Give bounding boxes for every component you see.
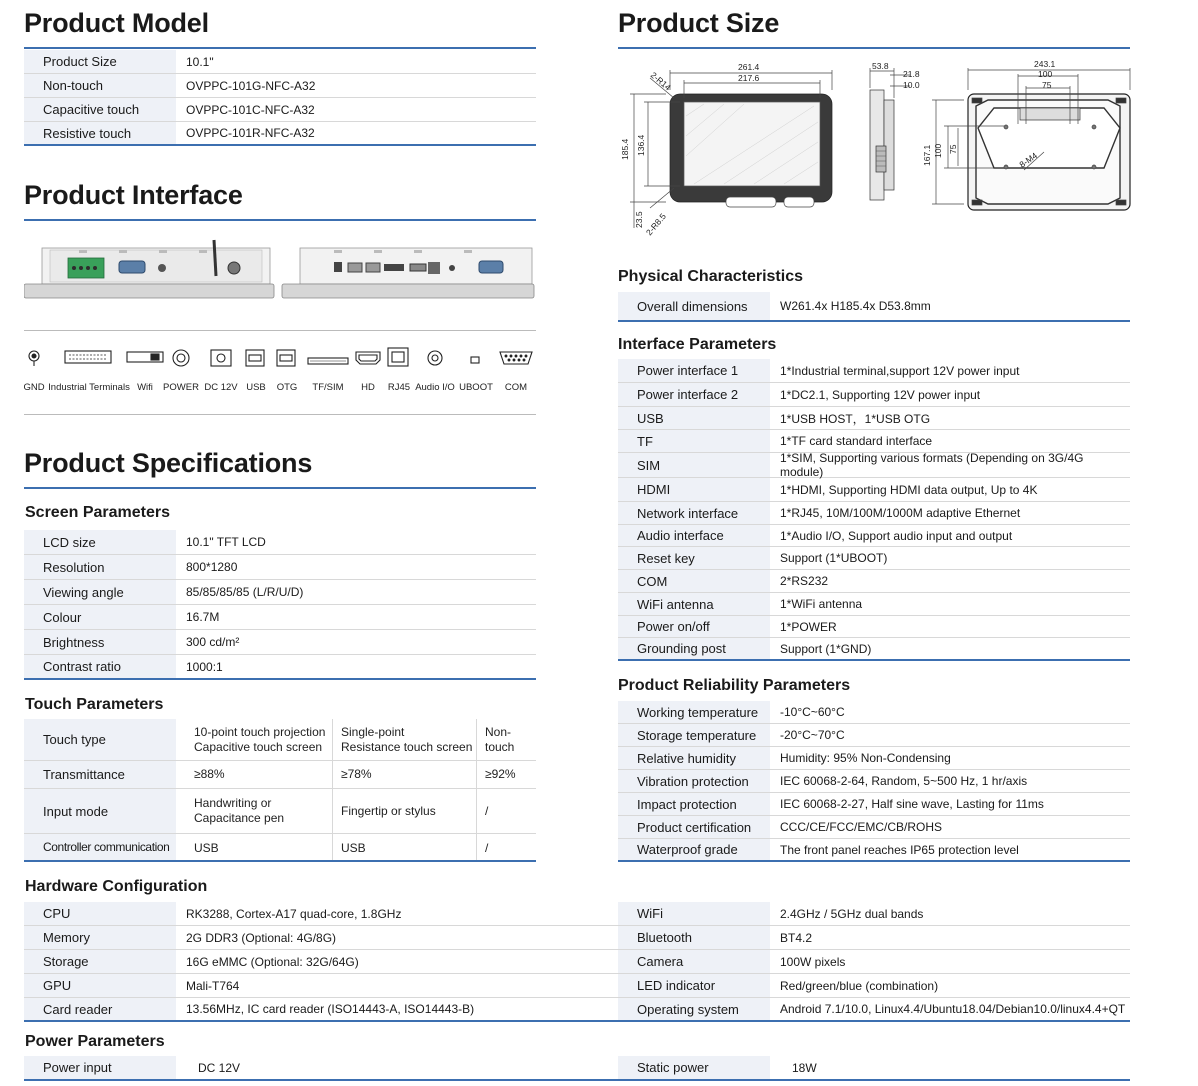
table-row — [24, 122, 536, 146]
cell-line: / — [485, 803, 489, 818]
row-label: Controller communication — [24, 834, 176, 860]
row-label: Operating system — [618, 998, 770, 1020]
row-value: The front panel reaches IP65 protection level — [780, 842, 1019, 857]
row-value: Android 7.1/10.0, Linux4.4/Ubuntu18.04/Debian10.0/linux4.4+QT — [780, 1002, 1126, 1016]
row-label: Touch type — [24, 719, 176, 760]
touch-cell — [186, 761, 332, 788]
product-model-heading: Product Model — [24, 8, 209, 38]
touch-cell — [186, 719, 332, 760]
row-value: -10°C~60°C — [780, 705, 845, 719]
row-value: 1*DC2.1, Supporting 12V power input — [780, 387, 981, 402]
row-value: 18W — [792, 1060, 817, 1075]
row-label: USB — [618, 407, 770, 429]
row-value: 2*RS232 — [780, 574, 829, 588]
touch-parameters-title: Touch Parameters — [25, 696, 164, 713]
row-value: 85/85/85/85 (L/R/U/D) — [186, 585, 304, 599]
row-label: Brightness — [24, 630, 176, 654]
dim-radius-bottom: 2-R8.5 — [643, 211, 668, 238]
table-row — [24, 530, 536, 555]
product-interface-heading: Product Interface — [24, 180, 243, 210]
interface-icon-label: POWER — [163, 382, 199, 393]
row-value: OVPPC-101R-NFC-A32 — [186, 126, 315, 140]
table-row — [618, 926, 1130, 950]
row-value: 1*HDMI, Supporting HDMI data output, Up to 4K — [780, 482, 1038, 497]
row-value: Humidity: 95% Non-Condensing — [780, 751, 951, 765]
heading-rule — [618, 47, 1130, 49]
touch-cell — [332, 761, 476, 788]
row-label: Grounding post — [618, 638, 770, 659]
dim-depth: 53.8 — [872, 61, 889, 71]
row-label: Storage — [24, 950, 176, 973]
row-value: -20°C~70°C — [780, 728, 845, 742]
table-row — [24, 998, 618, 1022]
table-row — [618, 593, 1130, 616]
cell-line: Non-touch — [485, 724, 515, 754]
divider — [24, 330, 536, 331]
table-row — [618, 502, 1130, 525]
interface-icon-row — [24, 346, 536, 374]
cell-line: ≥88% — [194, 767, 225, 781]
table-row — [24, 98, 536, 122]
cell-line: / — [485, 841, 489, 855]
screen-parameters-title: Screen Parameters — [25, 504, 170, 521]
dim-depth-back: 21.8 — [903, 69, 920, 79]
table-row — [618, 770, 1130, 793]
table-row — [618, 701, 1130, 724]
row-value: OVPPC-101G-NFC-A32 — [186, 78, 316, 93]
row-value: 800*1280 — [186, 560, 238, 574]
dim-width-screen: 217.6 — [738, 73, 760, 83]
cell-line: Resistance touch screen — [341, 739, 473, 754]
power-parameters-title: Power Parameters — [25, 1033, 165, 1050]
table-row — [618, 407, 1130, 430]
table-row — [618, 570, 1130, 593]
row-label: HDMI — [618, 478, 770, 501]
heading-rule — [24, 487, 536, 489]
table-row — [24, 926, 618, 950]
table-row — [618, 525, 1130, 547]
table-row — [24, 789, 536, 834]
table-row — [618, 950, 1130, 974]
row-label: Waterproof grade — [618, 839, 770, 860]
table-row — [24, 50, 536, 74]
dim-vesa-75: 75 — [1042, 80, 1052, 90]
row-label: COM — [618, 570, 770, 592]
reliability-parameters-title: Product Reliability Parameters — [618, 677, 851, 694]
table-row — [618, 816, 1130, 839]
row-value: IEC 60068-2-64, Random, 5~500 Hz, 1 hr/axis — [780, 774, 1028, 788]
row-value: 2G DDR3 (Optional: 4G/8G) — [186, 930, 337, 945]
interface-icon-label: HD — [361, 382, 375, 393]
product-specifications-heading: Product Specifications — [24, 448, 313, 478]
table-row — [24, 1056, 618, 1081]
row-value: 1000:1 — [186, 659, 223, 674]
table-row — [618, 902, 1130, 926]
table-row — [24, 655, 536, 680]
table-row — [618, 747, 1130, 770]
row-value: OVPPC-101C-NFC-A32 — [186, 102, 315, 117]
row-label: Audio interface — [618, 525, 770, 546]
row-value: Support (1*UBOOT) — [780, 551, 888, 565]
physical-characteristics-title: Physical Characteristics — [618, 268, 803, 285]
table-row — [24, 974, 618, 998]
dim-height-screen: 136.4 — [636, 134, 646, 156]
row-value: 1*SIM, Supporting various formats (Depending on 3G/4G module) — [779, 451, 1084, 479]
touch-cell — [186, 789, 332, 833]
table-row — [618, 383, 1130, 407]
row-label: Static power — [618, 1056, 770, 1079]
row-label: Memory — [24, 926, 176, 949]
row-value: 1*Industrial terminal,support 12V power input — [780, 363, 1020, 378]
row-value: Red/green/blue (combination) — [780, 978, 939, 993]
interface-icon-label: DC 12V — [204, 382, 238, 393]
row-label: Impact protection — [618, 793, 770, 815]
touch-cell — [332, 789, 476, 833]
cell-line: Capacitance pen — [194, 811, 285, 825]
table-row — [618, 638, 1130, 661]
table-row — [618, 616, 1130, 638]
dim-screw-holes: 8-M4 — [1017, 150, 1040, 170]
interface-icon-label: GND — [23, 382, 45, 393]
heading-rule — [24, 219, 536, 221]
table-row — [24, 834, 536, 862]
row-label: Camera — [618, 950, 770, 973]
row-label: LCD size — [24, 530, 176, 554]
hardware-configuration-title: Hardware Configuration — [25, 878, 208, 895]
table-row — [618, 974, 1130, 998]
row-label: WiFi — [618, 902, 770, 925]
touch-cell — [332, 834, 476, 860]
row-label: SIM — [618, 453, 770, 477]
table-row — [24, 630, 536, 655]
row-label: Working temperature — [618, 701, 770, 723]
table-row — [618, 453, 1130, 478]
dim-height-overall: 185.4 — [620, 138, 630, 160]
dim-vesa-height: 100 — [933, 143, 943, 158]
table-row — [618, 998, 1130, 1022]
row-label: Bluetooth — [618, 926, 770, 949]
row-label: Resolution — [24, 555, 176, 579]
table-row — [618, 724, 1130, 747]
cell-line: ≥78% — [341, 767, 372, 781]
interface-icon-label: TF/SIM — [312, 382, 344, 393]
row-value: RK3288, Cortex-A17 quad-core, 1.8GHz — [186, 906, 402, 921]
device-side-views — [24, 236, 536, 302]
dim-bezel-depth: 10.0 — [903, 80, 920, 90]
row-label: GPU — [24, 974, 176, 997]
cell-line: Capacitive touch screen — [194, 739, 323, 754]
cell-line: Fingertip or stylus — [341, 803, 436, 818]
heading-rule — [24, 47, 536, 49]
row-label: Transmittance — [24, 761, 176, 788]
row-label: Product Size — [24, 50, 176, 73]
dim-bottom-offset: 23.5 — [634, 211, 644, 228]
row-value: W261.4x H185.4x D53.8mm — [780, 299, 931, 313]
touch-cell — [476, 761, 536, 788]
interface-icon-label: RJ45 — [387, 382, 411, 393]
cell-line: 10-point touch projection — [194, 724, 326, 739]
row-value: 300 cd/m² — [186, 635, 240, 649]
row-value: 1*USB HOST，1*USB OTG — [780, 411, 931, 426]
row-label: Power input — [24, 1056, 176, 1079]
dim-vesa-75-vertical: 75 — [948, 144, 958, 154]
interface-icon-label: OTG — [276, 382, 298, 393]
interface-icon-label: COM — [504, 382, 528, 393]
row-label: Viewing angle — [24, 580, 176, 604]
table-row — [24, 902, 618, 926]
cell-line: Handwriting or — [194, 796, 272, 810]
row-value: 1*Audio I/O, Support audio input and output — [780, 528, 1013, 543]
interface-icon-label: USB — [246, 382, 266, 393]
table-row — [618, 793, 1130, 816]
touch-cell — [332, 719, 476, 760]
row-value: 1*TF card standard interface — [780, 434, 933, 448]
interface-icon-label: UBOOT — [459, 382, 493, 393]
table-row — [618, 1056, 1130, 1081]
row-label: Storage temperature — [618, 724, 770, 746]
row-label: Reset key — [618, 547, 770, 569]
cell-line: USB — [194, 841, 219, 855]
row-value: 1*WiFi antenna — [780, 597, 863, 611]
dim-width-overall: 261.4 — [738, 62, 760, 72]
table-row — [24, 719, 536, 761]
table-row — [618, 478, 1130, 502]
row-value: 13.56MHz, IC card reader (ISO14443-A, ISO14443-B) — [186, 1002, 475, 1016]
interface-icon-label: Industrial Terminals — [48, 382, 130, 393]
row-label: Overall dimensions — [618, 292, 770, 320]
table-row — [24, 580, 536, 605]
dim-vesa-width: 100 — [1038, 69, 1053, 79]
row-label: Capacitive touch — [24, 98, 176, 121]
row-value: Mali-T764 — [186, 978, 240, 993]
row-value: IEC 60068-2-27, Half sine wave, Lasting for 11ms — [780, 797, 1044, 811]
table-row — [618, 292, 1130, 322]
cell-line: Single-point — [341, 724, 405, 739]
table-row — [618, 359, 1130, 383]
row-label: Product certification — [618, 816, 770, 838]
table-row — [24, 950, 618, 974]
row-label: LED indicator — [618, 974, 770, 997]
interface-icon-label: Wifi — [137, 382, 153, 393]
table-row — [24, 605, 536, 630]
dim-back-width: 243.1 — [1034, 59, 1056, 69]
touch-cell — [476, 719, 536, 760]
touch-cell — [476, 834, 536, 860]
table-row — [24, 761, 536, 789]
row-label: WiFi antenna — [618, 593, 770, 615]
touch-cell — [476, 789, 536, 833]
row-value: 16.7M — [186, 610, 220, 624]
row-value: 10.1" — [186, 54, 214, 69]
table-row — [618, 839, 1130, 862]
row-value: BT4.2 — [780, 930, 813, 945]
cell-line: ≥92% — [485, 767, 516, 781]
product-size-heading: Product Size — [618, 8, 780, 38]
row-label: Colour — [24, 605, 176, 629]
interface-icon-label: Audio I/O — [415, 382, 455, 393]
dim-radius-top: 2-R14 — [648, 69, 673, 93]
row-label: Power interface 2 — [618, 383, 770, 406]
row-value: DC 12V — [198, 1060, 241, 1075]
dimension-drawing — [614, 56, 1138, 242]
row-label: Input mode — [24, 789, 176, 833]
row-label: Contrast ratio — [24, 655, 176, 678]
interface-parameters-title: Interface Parameters — [618, 336, 777, 353]
cell-line: USB — [341, 841, 366, 855]
row-label: Vibration protection — [618, 770, 770, 792]
table-row — [24, 74, 536, 98]
divider — [24, 414, 536, 415]
table-row — [618, 547, 1130, 570]
row-label: Network interface — [618, 502, 770, 524]
row-label: Power on/off — [618, 616, 770, 637]
row-value: 100W pixels — [780, 954, 846, 969]
row-value: CCC/CE/FCC/EMC/CB/ROHS — [780, 820, 943, 834]
row-value: 1*RJ45, 10M/100M/1000M adaptive Ethernet — [780, 506, 1021, 520]
table-row — [24, 555, 536, 580]
row-label: Relative humidity — [618, 747, 770, 769]
row-label: CPU — [24, 902, 176, 925]
dim-back-height: 167.1 — [922, 144, 932, 166]
row-label: Resistive touch — [24, 122, 176, 144]
row-label: TF — [618, 430, 770, 452]
row-label: Card reader — [24, 998, 176, 1020]
row-label: Non-touch — [24, 74, 176, 97]
row-value: 16G eMMC (Optional: 32G/64G) — [186, 954, 359, 969]
touch-cell — [186, 834, 332, 860]
row-value: 2.4GHz / 5GHz dual bands — [780, 906, 924, 921]
row-value: 1*POWER — [780, 619, 837, 634]
row-value: Support (1*GND) — [780, 641, 872, 656]
table-row — [618, 430, 1130, 453]
row-value: 10.1" TFT LCD — [186, 535, 266, 549]
row-label: Power interface 1 — [618, 359, 770, 382]
